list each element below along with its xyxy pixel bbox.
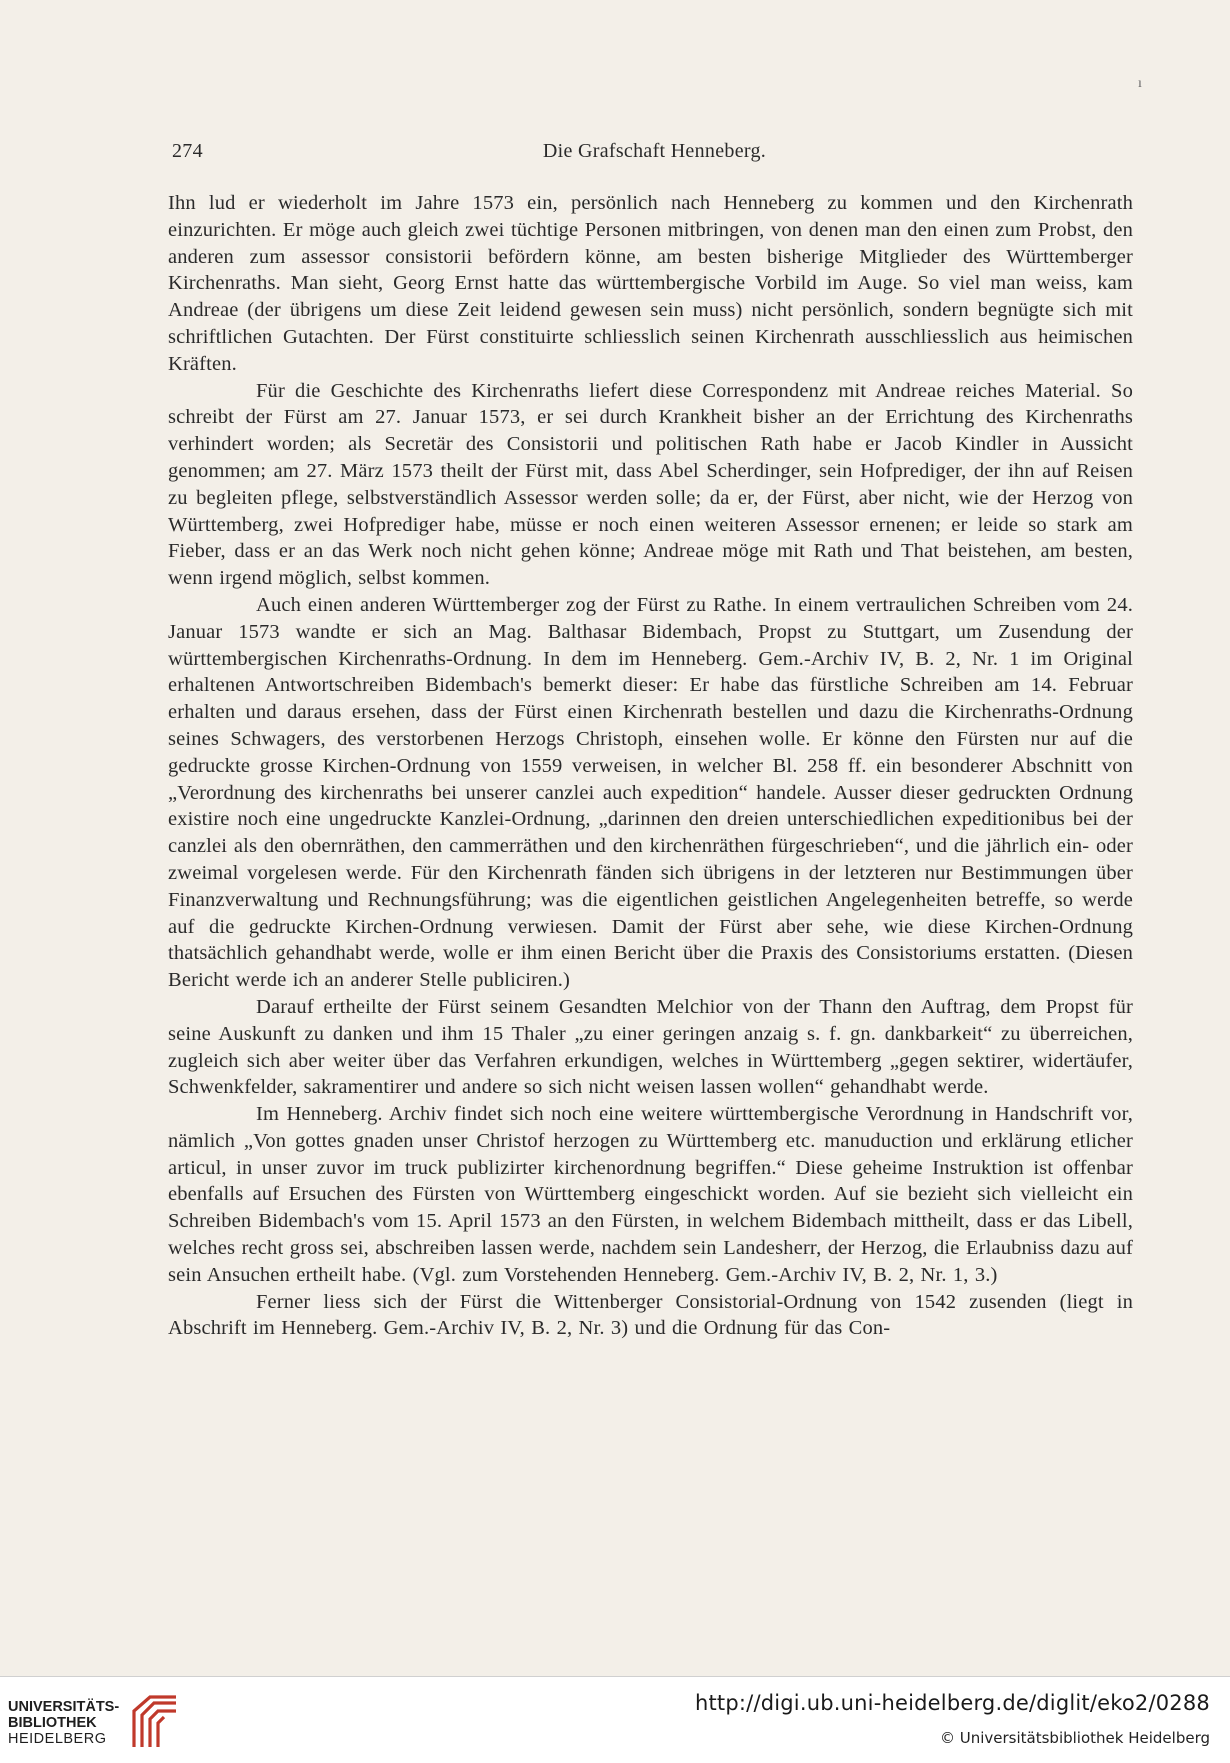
- body-text: [168, 190, 1133, 1342]
- copyright-notice: © Universitätsbibliothek Heidelberg: [939, 1729, 1210, 1747]
- corner-mark: ı: [1138, 76, 1142, 91]
- permalink-url[interactable]: http://digi.ub.uni-heidelberg.de/diglit/eko2/0288: [694, 1691, 1210, 1715]
- library-logo[interactable]: [8, 1689, 248, 1753]
- paragraph: Auch einen anderen Württemberger zog der Fürst zu Rathe. In einem vertraulichen Schreiben vom 24. Januar 1573 wandte er sich an Mag. Balthasar Bidembach, Propst zu Stuttgart, um Zusendung der württembergischen Kirchenraths-Ordnung. In dem im Henneberg. Gem.-Archiv IV, B. 2, Nr. 1 im Original erhaltenen Antwortschreiben Bidembach's bemerkt dieser: Er habe das fürstliche Schreiben am 14. Februar erhalten und daraus ersehen, dass der Fürst einen Kirchenrath bestellen und dazu die Kirchenraths-Ordnung seines Schwagers, des verstorbenen Herzogs Christoph, einsehen wolle. Er könne den Fürsten nur auf die gedruckte grosse Kirchen-Ordnung von 1559 verweisen, in welcher Bl. 258 ff. ein besonderer Abschnitt von „Verordnung des kirchenraths bei unserer canzlei auch expedition“ handele. Ausser dieser gedruckten Ordnung existire noch eine ungedruckte Kanzlei-Ordnung, „darinnen den dreien unterschiedlichen expeditionibus bei der canzlei als den obernräthen, den cammerräthen und den kirchenräthen fürgeschrieben“, und die jährlich ein- oder zweimal vorgelesen werde. Für den Kirchenrath fänden sich übrigens in der letzteren nur Bestimmungen über Finanzverwaltung und Rechnungsführung; was die eigentlichen geistlichen Angelegenheiten betreffe, so werde auf die gedruckte Kirchen-Ordnung verwiesen. Damit der Fürst aber sehe, wie diese Kirchen-Ordnung thatsächlich gehandhabt werde, wolle er ihm einen Bericht über die Praxis des Consistoriums erstatten. (Diesen Bericht werde ich an anderer Stelle publiciren.): [168, 593, 1133, 992]
- footer-bar: [0, 1676, 1230, 1763]
- logo-line: HEIDELBERG: [8, 1731, 107, 1747]
- running-title: Die Grafschaft Henneberg.: [542, 140, 767, 162]
- page-number: 274: [172, 140, 203, 162]
- paragraph: Für die Geschichte des Kirchenraths liefert diese Correspondenz mit Andreae reiches Material. So schreibt der Fürst am 27. Januar 1573, er sei durch Krankheit bisher an der Errichtung des Kirchenraths verhindert worden; als Secretär des Consistorii und politischen Rath habe er Jacob Kindler in Aussicht genommen; am 27. März 1573 theilt der Fürst mit, dass Abel Scherdinger, sein Hofprediger, der ihn auf Reisen zu begleiten pflege, selbstverständlich Assessor werden solle; da er, der Fürst, aber nicht, wie der Herzog von Württemberg, zwei Hofprediger habe, müsse er noch einen weiteren Assessor ernenen; er leide so stark am Fieber, dass er an das Werk noch nicht gehen könne; Andreae möge mit Rath und That beistehen, am besten, wenn irgend möglich, selbst kommen.: [168, 379, 1133, 590]
- running-head: [172, 140, 1137, 174]
- logo-line: BIBLIOTHEK: [8, 1715, 97, 1731]
- paragraph: Ferner liess sich der Fürst die Wittenberger Consistorial-Ordnung von 1542 zusenden (liegt in Abschrift im Henneberg. Gem.-Archiv IV, B. 2, Nr. 3) und die Ordnung für das Con-: [168, 1290, 1133, 1340]
- logo-line: UNIVERSITÄTS-: [8, 1699, 120, 1715]
- paragraph: Im Henneberg. Archiv findet sich noch eine weitere württembergische Verordnung in Handschrift vor, nämlich „Von gottes gnaden unser Christof herzogen zu Württemberg etc. manuduction und erklärung etlicher articul, in unser zuvor im truck publizirter kirchenordnung begriffen.“ Diese geheime Instruktion ist offenbar ebenfalls auf Ersuchen des Fürsten von Württemberg eingeschickt worden. Auf sie bezieht sich vielleicht ein Schreiben Bidembach's vom 15. April 1573 an den Fürsten, in welchem Bidembach mittheilt, dass er das Libell, welches recht gross sei, abschreiben lassen werde, nachdem sein Landesherr, der Herzog, die Erlaubniss dazu auf sein Ansuchen ertheilt habe. (Vgl. zum Vorstehenden Henneberg. Gem.-Archiv IV, B. 2, Nr. 1, 3.): [168, 1103, 1133, 1286]
- library-emblem-icon: [128, 1689, 182, 1753]
- paragraph: Ihn lud er wiederholt im Jahre 1573 ein, persönlich nach Henneberg zu kommen und den Kirchenrath einzurichten. Er möge auch gleich zwei tüchtige Personen mitbringen, von denen man den einen zum Probst, den anderen zum assessor consistorii befördern könne, am besten bisherige Mitglieder des Württemberger Kirchenraths. Man sieht, Georg Ernst hatte das württembergische Vorbild im Auge. So viel man weiss, kam Andreae (der übrigens um diese Zeit leidend gewesen sein muss) nicht persönlich, sondern begnügte sich mit schriftlichen Gutachten. Der Fürst constituirte schliesslich seinen Kirchenrath ausschliesslich aus heimischen Kräften.: [168, 192, 1133, 375]
- paragraph: Darauf ertheilte der Fürst seinem Gesandten Melchior von der Thann den Auftrag, dem Propst für seine Auskunft zu danken und ihm 15 Thaler „zu einer geringen anzaig s. f. gn. dankbarkeit“ zu überreichen, zugleich sich aber weiter über das Verfahren erkundigen, welches in Württemberg „gegen sektirer, widertäufer, Schwenkfelder, sakramentirer und andere so sich nicht weisen lassen wollen“ gehandhabt werde.: [168, 995, 1133, 1099]
- logo-text: [8, 1699, 119, 1747]
